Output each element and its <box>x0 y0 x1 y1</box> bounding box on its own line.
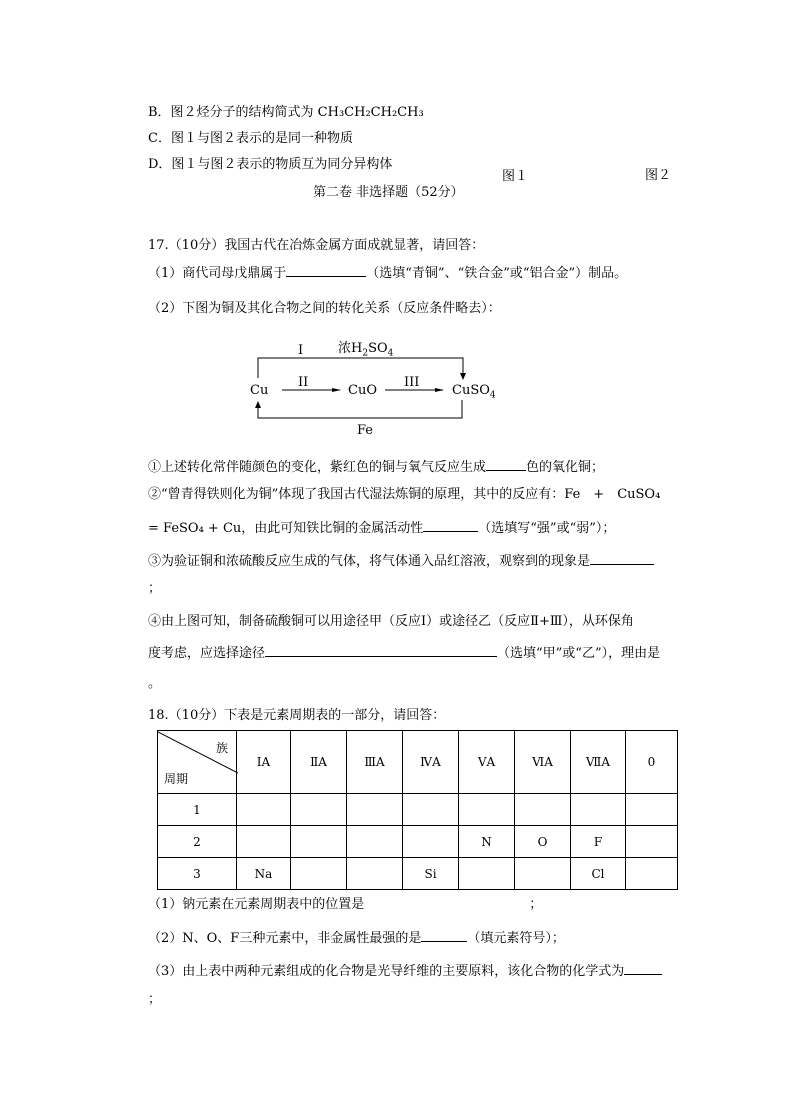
cell: Na <box>237 858 291 890</box>
header-cell: 0 <box>626 731 678 794</box>
answer-blank[interactable] <box>265 644 497 657</box>
reaction-1-label: I <box>298 343 304 358</box>
q17-p1-text: （1）商代司母戊鼎属于 <box>148 266 287 281</box>
text: （选填写“强”或“弱”）； <box>478 521 616 536</box>
text: ； <box>529 897 543 912</box>
q17-sub2-line1: ②“曾青得铁则化为铜”体现了我国古代湿法炼铜的原理，其中的反应有：Fe + CuSO₄ <box>148 487 661 502</box>
text: 度考虑，应选择途径 <box>148 646 266 661</box>
cell <box>515 858 571 890</box>
text: （2）N、O、F三种元素中，非金属性最强的是 <box>148 931 422 946</box>
cell: N <box>459 826 515 858</box>
reagent-text2: SO <box>368 341 388 356</box>
reagent-label <box>338 341 393 362</box>
cell <box>237 794 291 826</box>
cell <box>291 794 347 826</box>
text: ①上述转化常伴随颜色的变化，紫红色的铜与氧气反应生成 <box>148 460 487 475</box>
reagent-text: 浓H <box>338 341 363 356</box>
text: （选填“甲”或“乙”），理由是 <box>497 646 661 661</box>
period-label: 周期 <box>164 772 189 786</box>
header-cell: ⅣA <box>403 731 459 794</box>
conversion-diagram <box>240 338 500 438</box>
cuso4-text: CuSO <box>452 383 490 398</box>
section-title: 第二卷 非选择题（52分） <box>313 185 464 200</box>
group-label: 族 <box>215 741 228 755</box>
cell: O <box>515 826 571 858</box>
q18-part1 <box>148 897 542 913</box>
cell <box>515 794 571 826</box>
cell <box>571 794 626 826</box>
text: （填元素符号）； <box>467 931 565 946</box>
answer-blank[interactable] <box>423 519 478 532</box>
answer-blank[interactable] <box>590 552 654 565</box>
answer-blank[interactable] <box>486 458 526 471</box>
cell: Si <box>403 858 459 890</box>
cell <box>403 826 459 858</box>
q17-sub4-end: 。 <box>148 676 162 691</box>
q18-part2 <box>148 929 565 947</box>
cuso4-label <box>452 383 496 404</box>
subscript: 4 <box>489 390 496 401</box>
text: 色的氧化铜； <box>526 460 605 475</box>
cell <box>347 794 403 826</box>
table-row <box>158 858 678 890</box>
q17-sub3-end: ； <box>148 581 162 596</box>
cell <box>347 826 403 858</box>
cell <box>459 858 515 890</box>
q17-title: 17.（10分）我国古代在冶炼金属方面成就显著，请回答： <box>148 238 485 253</box>
figure-2-label: 图２ <box>645 168 672 183</box>
header-cell: ⅠA <box>237 731 291 794</box>
option-d: D．图１与图２表示的物质互为同分异构体 <box>148 157 393 172</box>
text: （1）钠元素在元素周期表中的位置是 <box>148 897 365 912</box>
q17-sub3 <box>148 552 654 570</box>
q17-p1-text2: （选填“青铜”、“铁合金”或“铝合金”）制品。 <box>366 266 628 281</box>
cell <box>291 826 347 858</box>
cuo-label: CuO <box>348 383 377 398</box>
header-cell: ⅥA <box>515 731 571 794</box>
q18-title: 18.（10分）下表是元素周期表的一部分，请回答： <box>148 708 446 723</box>
cell <box>347 858 403 890</box>
answer-blank[interactable] <box>286 264 366 277</box>
answer-blank[interactable] <box>624 962 662 975</box>
cell: 2 <box>158 826 237 858</box>
cell: Cl <box>571 858 626 890</box>
reaction-2-label: II <box>298 375 309 390</box>
q17-sub1 <box>148 458 604 476</box>
table-row <box>158 794 678 826</box>
cell <box>459 794 515 826</box>
option-b: B．图２烃分子的结构简式为 CH₃CH₂CH₂CH₃ <box>148 105 424 120</box>
header-cell: ⅦA <box>571 731 626 794</box>
corner-header <box>158 731 237 794</box>
header-cell: ⅤA <box>459 731 515 794</box>
cu-label: Cu <box>250 383 269 398</box>
option-c: C．图１与图２表示的是同一种物质 <box>148 131 353 146</box>
cell <box>626 826 678 858</box>
q17-sub4-line1: ④由上图可知，制备硫酸铜可以用途径甲（反应Ⅰ）或途径乙（反应Ⅱ+Ⅲ），从环保角 <box>148 614 634 629</box>
text: ③为验证铜和浓硫酸反应生成的气体，将气体通入品红溶液，观察到的现象是 <box>148 554 591 569</box>
cell <box>626 794 678 826</box>
subscript: 2 <box>362 348 369 359</box>
q17-sub4-line2 <box>148 644 660 662</box>
periodic-table <box>157 730 678 890</box>
header-cell: ⅡA <box>291 731 347 794</box>
cell: F <box>571 826 626 858</box>
q18-part3-end: ； <box>148 992 162 1007</box>
text: （3）由上表中两种元素组成的化合物是光导纤维的主要原料，该化合物的化学式为 <box>148 964 625 979</box>
subscript: 4 <box>387 348 394 359</box>
reaction-3-label: III <box>404 375 420 390</box>
table-row <box>158 826 678 858</box>
cell <box>403 794 459 826</box>
text: = FeSO₄ + Cu，由此可知铁比铜的金属活动性 <box>148 521 424 536</box>
q17-part1 <box>148 264 627 282</box>
cell: 1 <box>158 794 237 826</box>
answer-blank[interactable] <box>421 929 467 942</box>
cell <box>291 858 347 890</box>
q17-sub2-line2 <box>148 519 615 537</box>
q17-part2: （2）下图为铜及其化合物之间的转化关系（反应条件略去）： <box>148 301 501 316</box>
figure-1-label: 图１ <box>502 169 529 184</box>
cell <box>626 858 678 890</box>
q18-part3 <box>148 962 662 980</box>
cell <box>237 826 291 858</box>
cell: 3 <box>158 858 237 890</box>
fe-label: Fe <box>357 423 374 438</box>
header-cell: ⅢA <box>347 731 403 794</box>
